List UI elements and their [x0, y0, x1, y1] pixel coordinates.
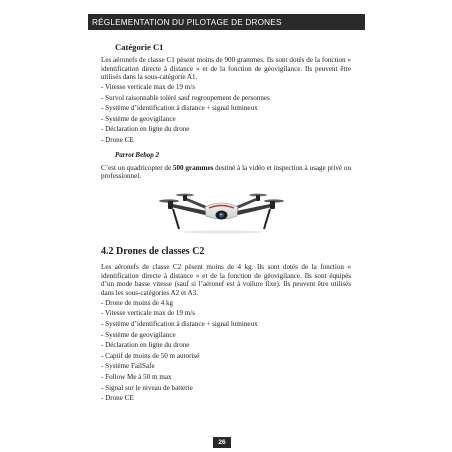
list-item: - Captif de moins de 50 m autorisé — [101, 351, 200, 360]
list-item: - Déclaration en ligne du drone — [101, 341, 190, 350]
running-header — [88, 14, 365, 30]
list-item: - Système FailSafe — [101, 362, 155, 371]
c1-list — [101, 82, 351, 146]
drone-description — [101, 164, 351, 181]
drone-desc-start: C’est un quadricopter de — [101, 163, 173, 172]
list-item: - Vitesse verticale max de 19 m/s — [101, 83, 195, 92]
list-item: - Vitesse verticale max de 19 m/s — [101, 309, 195, 318]
c2-intro: Les aéronefs de classe C2 pèsent moins de 4 kg. Ils sont dotés de la fonction « identification directe à distance » et de la fonction de géovigilance. Ils sont équipés d’un mode basse vitesse (sauf si l’aéronef est à voilure fixe). Ils peuvent être utilisés dans les sous-catégories A2 et A3. — [101, 263, 351, 298]
c1-intro: Les aéronefs de classe C1 pèsent moins de 900 grammes. Ils sont dotés de la fonction « identification directe à distance » et de la fonction de géovigilance. Ils peuvent être utilisés dans la sous-catégorie A1. — [101, 56, 351, 82]
drone-desc-end: destiné à la vidéo et inspection à usage privé ou professionnel. — [101, 163, 351, 181]
drone-model-name: Parrot Bebop 2 — [115, 150, 159, 159]
list-item: - Survol raisonnable toléré sauf regroupement de personnes — [101, 93, 270, 102]
page-content — [101, 42, 351, 403]
list-item: - Système de geovigilance — [101, 114, 176, 123]
list-item: - Système d’identification à distance + signal lumineux — [101, 104, 258, 113]
c2-section — [101, 263, 351, 404]
list-item: - Follow Me à 50 m max — [101, 372, 172, 381]
page-number: 26 — [218, 439, 226, 446]
c2-list — [101, 298, 351, 404]
page-number-badge — [213, 437, 231, 448]
c2-heading: 4.2 Drones de classes C2 — [101, 246, 205, 257]
list-item: - Système d’identification à distance + signal lumineux — [101, 320, 258, 328]
drone-weight: 500 grammes — [172, 163, 214, 172]
list-item: - Signal sur le niveau de batterie — [101, 383, 193, 392]
list-item: - Déclaration en ligne du drone — [101, 125, 190, 134]
list-item: - Drone CE — [101, 394, 134, 403]
list-item: - Drone de moins de 4 kg — [101, 298, 174, 307]
list-item: - Système de geovigilance — [101, 330, 176, 339]
drone-photo — [159, 185, 284, 235]
header-title: RÉGLEMENTATION DU PILOTAGE DE DRONES — [92, 17, 282, 27]
list-item: - Drone CE — [101, 136, 134, 145]
c1-heading: Catégorie C1 — [115, 42, 164, 52]
